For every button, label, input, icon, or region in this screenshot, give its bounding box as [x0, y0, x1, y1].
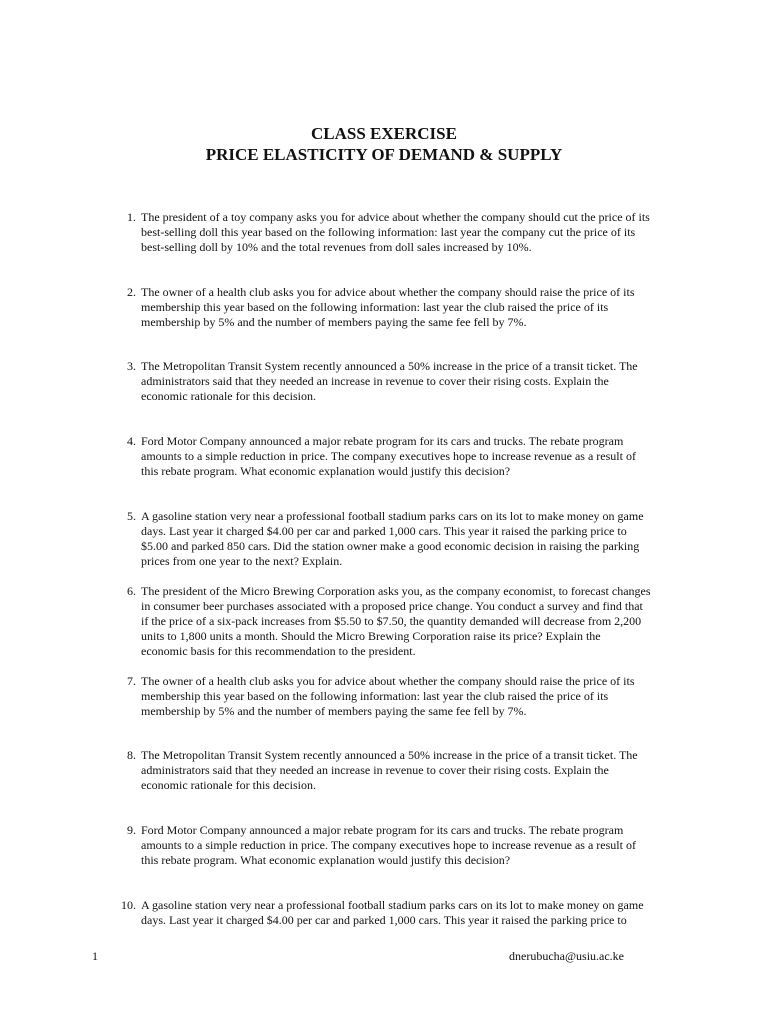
question-text: A gasoline station very near a professional football stadium parks cars on its lot to make money on game days. Last year it charged $4.00 per car and parked 1,000 cars. This year it raised the parking price to $5.00 and parked 850 cars. Did the station owner make a good economic decision in raising the parking prices from one year to the next? Explain. [141, 509, 644, 568]
question-text: The owner of a health club asks you for advice about whether the company should raise the price of its membership this year based on the following information: last year the club raised the price of its membership by 5% and the number of members paying the same fee fell by 7%. [141, 674, 635, 718]
question-number: 6. [127, 584, 136, 598]
question-text: The president of a toy company asks you for advice about whether the company should cut the price of its best-selling doll this year based on the following information: last year the company cut the price of its best-selling doll by 10% and the total revenues from doll sales increased by 10%. [141, 210, 650, 254]
question-text: Ford Motor Company announced a major rebate program for its cars and trucks. The rebate program amounts to a simple reduction in price. The company executives hope to increase revenue as a result of this rebate program. What economic explanation would justify this decision? [141, 823, 636, 867]
question-number: 10. [121, 898, 136, 912]
question-number: 9. [127, 823, 136, 837]
page-number: 1 [92, 949, 98, 963]
question-text: The president of the Micro Brewing Corporation asks you, as the company economist, to forecast changes in consumer beer purchases associated with a proposed price change. You conduct a survey and find that if the price of a six-pack increases from $5.50 to $7.50, the quantity demanded will decrease from 2,200 units to 1,800 units a month. Should the Micro Brewing Corporation raise its price? Explain the economic basis for this recommendation to the president. [141, 584, 651, 658]
title-line-2: PRICE ELASTICITY OF DEMAND & SUPPLY [205, 145, 563, 164]
question-number: 8. [127, 748, 136, 762]
question-number: 5. [127, 509, 136, 523]
question-number: 4. [127, 434, 136, 448]
question-text: A gasoline station very near a professional football stadium parks cars on its lot to make money on game days. Last year it charged $4.00 per car and parked 1,000 cars. This year it raised the parking price to [141, 898, 644, 927]
question-text: Ford Motor Company announced a major rebate program for its cars and trucks. The rebate program amounts to a simple reduction in price. The company executives hope to increase revenue as a result of this rebate program. What economic explanation would justify this decision? [141, 434, 636, 478]
author-email: dnerubucha@usiu.ac.ke [509, 949, 625, 963]
question-text: The Metropolitan Transit System recently announced a 50% increase in the price of a transit ticket. The administrators said that they needed an increase in revenue to cover their rising costs. Explain the economic rationale for this decision. [141, 748, 638, 792]
question-number: 7. [127, 674, 136, 688]
question-text: The owner of a health club asks you for advice about whether the company should raise the price of its membership this year based on the following information: last year the club raised the price of its membership by 5% and the number of members paying the same fee fell by 7%. [141, 285, 635, 329]
question-number: 2. [127, 285, 136, 299]
title-line-1: CLASS EXERCISE [311, 124, 457, 143]
document-title [0, 123, 768, 165]
question-number: 1. [127, 210, 136, 224]
question-text: The Metropolitan Transit System recently announced a 50% increase in the price of a transit ticket. The administrators said that they needed an increase in revenue to cover their rising costs. Explain the economic rationale for this decision. [141, 359, 638, 403]
question-number: 3. [127, 359, 136, 373]
